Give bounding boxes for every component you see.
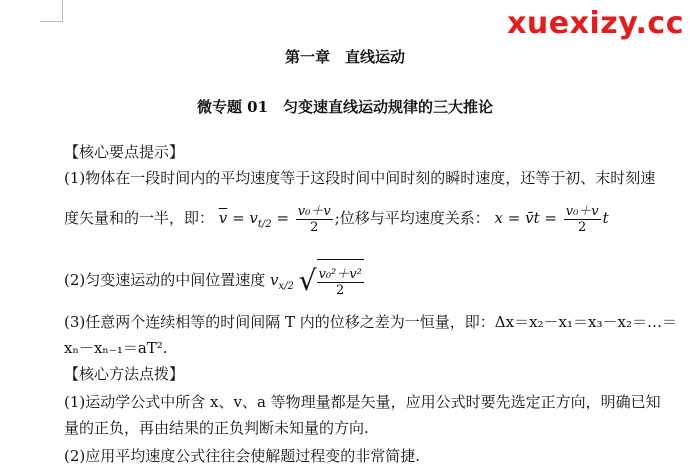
paragraph-1-mid-text: ;位移与平均速度关系： [334, 209, 490, 227]
fraction-avg-velocity: $\frac{\text{v₀＋v}}{2}$ [297, 203, 331, 235]
equals-sign-2: = [276, 209, 290, 227]
paragraph-2 [64, 258, 364, 302]
section-heading-methods: 【核心方法点拨】 [64, 365, 185, 383]
chapter-title: 第一章 直线运动 [284, 48, 405, 66]
paragraph-1-line-2-text: 度矢量和的一半，即： [64, 209, 215, 227]
paragraph-3-line-1: (3)任意两个连续相等的时间间隔 T 内的位移之差为一恒量，即：Δx＝x₂－x₁＝x₃－x₂＝…＝ [64, 313, 677, 331]
watermark: xuexizy.cc [507, 6, 684, 41]
time-symbol: t [602, 209, 609, 227]
paragraph-1-line-1: (1)物体在一段时间内的平均速度等于这段时间中间时刻的瞬时速度，还等于初、末时刻速 [64, 169, 656, 187]
method-1-line-1: (1)运动学公式中所含 x、v、a 等物理量都是矢量，应用公式时要先选定正方向，明确已知 [64, 393, 661, 411]
square-root-formula: √ $\frac{\text{v₀²＋v²}}{2}$ [299, 258, 364, 304]
method-1-line-2: 量的正负，再由结果的正负判断未知量的方向. [64, 419, 369, 437]
crop-mark-vertical [62, 0, 63, 22]
method-2-line-1: (2)应用平均速度公式往往会使解题过程变的非常简捷. [64, 447, 421, 465]
subtitle: 微专题 01 匀变速直线运动规律的三大推论 [196, 98, 494, 116]
mid-time-velocity: $v_{t/2}$ [249, 209, 272, 230]
paragraph-2-text: (2)匀变速运动的中间位置速度 [64, 271, 266, 289]
equals-sign: = [232, 209, 245, 227]
average-velocity-symbol: $\overline{v}$ [218, 209, 228, 227]
fraction-displacement: $\frac{\text{v₀＋v}}{2}$ [565, 203, 599, 235]
mid-position-velocity: $v_{x/2}$ [270, 271, 294, 292]
paragraph-3-line-2: xₙ－xₙ₋₁＝aT². [64, 339, 168, 357]
crop-mark-horizontal [40, 21, 63, 22]
paragraph-1-line-2 [64, 198, 609, 238]
section-heading-key-points: 【核心要点提示】 [64, 143, 185, 161]
displacement-formula: x = v̄t = [494, 209, 557, 227]
